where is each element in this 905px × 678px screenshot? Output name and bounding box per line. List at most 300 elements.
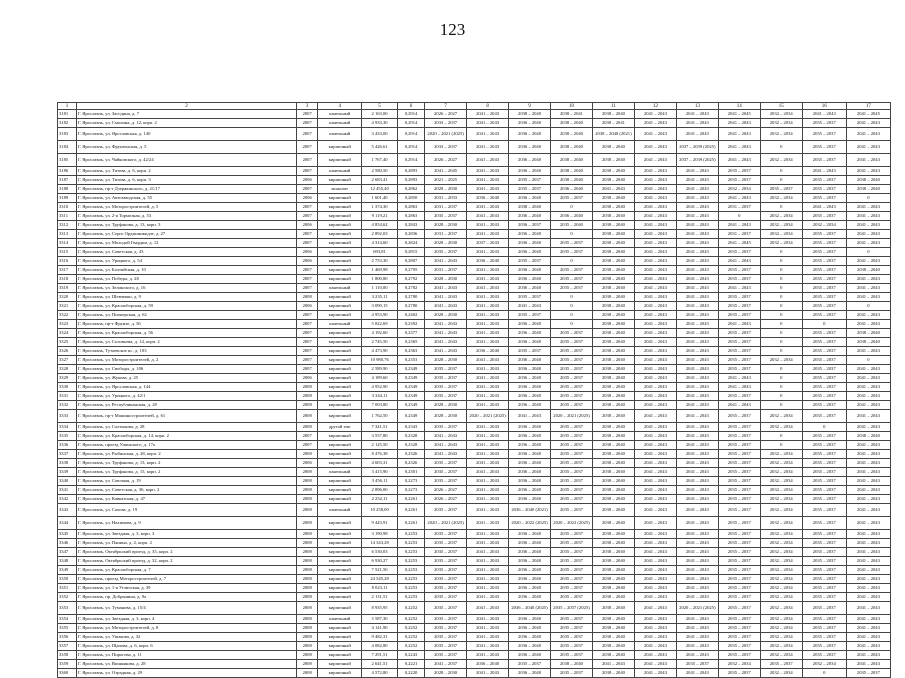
register-table [57, 102, 891, 678]
table-cell-col-1: 3313 [58, 230, 77, 239]
table-cell-col-2: Г. Ярославль, ул. Советская, д. 36, корп. 2 [76, 486, 296, 495]
table-cell-col-12: 2041 – 2043 [634, 441, 676, 450]
table-cell-col-13: 2041 – 2043 [676, 302, 718, 311]
table-row [58, 110, 891, 119]
table-cell-col-12: 2041 – 2043 [634, 302, 676, 311]
table-cell-col-4: панельный [318, 167, 362, 176]
table-cell-col-2: Г. Ярославль, ул. Моторостроителей, д. 8 [76, 624, 296, 633]
table-cell-col-17: 2041 – 2043 [846, 320, 890, 329]
table-cell-col-11: 2038 – 2040 [592, 320, 634, 329]
table-cell-col-16: 0 [802, 669, 846, 678]
table-cell-col-12: 2041 – 2043 [634, 410, 676, 423]
table-cell-col-7: 2026 – 2027 [425, 486, 467, 495]
table-cell-col-15: 0 [760, 320, 802, 329]
table-cell-col-5: 3 090,15 [362, 302, 398, 311]
table-cell-col-6: 0,2328 [397, 441, 424, 450]
table-cell-col-5: 7 341,51 [362, 423, 398, 432]
table-cell-col-4: кирпичный [318, 602, 362, 615]
table-cell-col-3: 2006 [297, 257, 318, 266]
table-cell-col-5: 2 252,11 [362, 495, 398, 504]
table-cell-col-1: 3332 [58, 401, 77, 410]
table-row [58, 203, 891, 212]
table-cell-col-7: 2035 – 2037 [425, 392, 467, 401]
table-cell-col-17: 2041 – 2043 [846, 548, 890, 557]
table-cell-col-2: Г. Ярославль, ул. Нахимова, д. 9 [76, 517, 296, 530]
table-cell-col-4: кирпичный [318, 624, 362, 633]
table-cell-col-14: 2035 – 2037 [718, 410, 760, 423]
table-cell-col-7: 2041 – 2043 [425, 450, 467, 459]
table-cell-col-12: 2041 – 2043 [634, 557, 676, 566]
table-cell-col-6: 0,2863 [397, 212, 424, 221]
table-cell-col-11: 2038 – 2040 [592, 257, 634, 266]
table-cell-col-5: 2 131,51 [362, 593, 398, 602]
table-cell-col-7: 2041 – 2043 [425, 302, 467, 311]
table-row [58, 248, 891, 257]
table-cell-col-6: 0,2795 [397, 266, 424, 275]
table-cell-col-16: 2041 – 2043 [802, 203, 846, 212]
table-cell-col-3: 2008 [297, 660, 318, 669]
table-row [58, 311, 891, 320]
table-cell-col-11: 2038 – 2040 [592, 230, 634, 239]
table-cell-col-1: 3317 [58, 266, 77, 275]
column-header-8: 8 [467, 103, 509, 110]
table-cell-col-16: 2035 – 2037 [802, 374, 846, 383]
table-cell-col-13: 2041 – 2043 [676, 284, 718, 293]
table-cell-col-15: 0 [760, 284, 802, 293]
table-cell-col-11: 2038 – 2040 [592, 347, 634, 356]
table-cell-col-14: 2041 – 2045 [718, 110, 760, 119]
table-cell-col-15: 0 [760, 275, 802, 284]
table-cell-col-2: Г. Ярославль, ул. Победы, д. 28 [76, 275, 296, 284]
table-cell-col-17: 2041 – 2043 [846, 517, 890, 530]
table-cell-col-2: Г. Ярославль, ул. Труфанова, д. 13, корп. 2 [76, 459, 296, 468]
table-cell-col-16: 2035 – 2037 [802, 548, 846, 557]
table-cell-col-14: 2035 – 2037 [718, 517, 760, 530]
table-cell-col-2: Г. Ярославль, ул. Урицкого, д. 54 [76, 257, 296, 266]
table-cell-col-4: панельный [318, 320, 362, 329]
table-cell-col-11: 2038 – 2040 [592, 293, 634, 302]
table-cell-col-7: 2035 – 2037 [425, 365, 467, 374]
table-cell-col-14: 2035 – 2037 [718, 356, 760, 365]
table-cell-col-6: 0,2377 [397, 329, 424, 338]
table-cell-col-2: Г. Ярославль, пр-т Машиностроителей, д. 61 [76, 410, 296, 423]
table-cell-col-11: 2038 – 2040 [592, 530, 634, 539]
table-row [58, 154, 891, 167]
table-cell-col-9: 2036 – 2040 [509, 128, 551, 141]
table-cell-col-15: 0 [760, 383, 802, 392]
table-row [58, 320, 891, 329]
table-cell-col-10: 2038 – 2041 [551, 110, 593, 119]
table-cell-col-7: 2041 – 2043 [425, 338, 467, 347]
table-cell-col-2: Г. Ярославль, ул. Титова, д. 6, корп. 3 [76, 176, 296, 185]
table-cell-col-6: 0,2252 [397, 615, 424, 624]
table-cell-col-1: 3184 [58, 141, 77, 154]
table-cell-col-10: 2035 – 2037 [551, 575, 593, 584]
table-cell-col-6: 0,2253 [397, 593, 424, 602]
table-cell-col-17: 2038 – 2040 [846, 176, 890, 185]
table-cell-col-13: 2041 – 2043 [676, 468, 718, 477]
table-cell-col-11: 2038 – 2040 [592, 212, 634, 221]
column-header-2: 2 [76, 103, 296, 110]
table-cell-col-7: 2035 – 2037 [425, 477, 467, 486]
table-row [58, 450, 891, 459]
table-cell-col-14: 2035 – 2037 [718, 642, 760, 651]
table-row [58, 575, 891, 584]
table-cell-col-17: 2035 – 2037 [846, 669, 890, 678]
table-cell-col-5: 3 235,11 [362, 293, 398, 302]
table-cell-col-3: 2006 [297, 248, 318, 257]
table-cell-col-5: 2 589,90 [362, 365, 398, 374]
table-cell-col-15: 2032 – 2034 [760, 154, 802, 167]
table-cell-col-16: 2035 – 2037 [802, 185, 846, 194]
table-cell-col-2: Г. Ярославль, ул. Красноборская, д. 14, корп. 2 [76, 432, 296, 441]
table-cell-col-16: 2035 – 2037 [802, 212, 846, 221]
register-table-container [57, 102, 891, 675]
table-cell-col-8: 2041 – 2043 [467, 486, 509, 495]
column-header-5: 5 [362, 103, 398, 110]
column-header-10: 10 [551, 103, 593, 110]
table-cell-col-8: 2041 – 2043 [467, 504, 509, 517]
table-cell-col-12: 2041 – 2043 [634, 539, 676, 548]
table-cell-col-16: 2035 – 2037 [802, 347, 846, 356]
table-cell-col-3: 2008 [297, 410, 318, 423]
table-cell-col-3: 2006 [297, 176, 318, 185]
table-cell-col-9: 2036 – 2037 [509, 221, 551, 230]
table-cell-col-11: 2041 – 2043 [592, 185, 634, 194]
table-cell-col-5: 4 933,30 [362, 119, 398, 128]
table-cell-col-4: кирпичный [318, 441, 362, 450]
table-cell-col-4: кирпичный [318, 548, 362, 557]
table-cell-col-14: 2041 – 2043 [718, 141, 760, 154]
table-cell-col-15: 0 [760, 176, 802, 185]
table-cell-col-12: 2041 – 2043 [634, 459, 676, 468]
table-cell-col-10: 2035 – 2037 [551, 651, 593, 660]
table-cell-col-4: панельный [318, 110, 362, 119]
table-cell-col-12: 2041 – 2043 [634, 275, 676, 284]
table-cell-col-4: кирпичный [318, 275, 362, 284]
table-cell-col-4: кирпичный [318, 530, 362, 539]
table-cell-col-15: 2032 – 2034 [760, 602, 802, 615]
table-cell-col-10: 0 [551, 293, 593, 302]
table-cell-col-17: 2041 – 2043 [846, 584, 890, 593]
table-cell-col-11: 2038 – 2040 [592, 633, 634, 642]
table-cell-col-12: 2041 – 2043 [634, 624, 676, 633]
table-cell-col-13: 2041 – 2043 [676, 624, 718, 633]
table-cell-col-7: 2033 – 2037 [425, 119, 467, 128]
table-cell-col-10: 2035 – 2037 [551, 495, 593, 504]
table-cell-col-8: 2041 – 2043 [467, 459, 509, 468]
table-cell-col-14: 2032 – 2034 [718, 660, 760, 669]
table-cell-col-14: 2035 – 2037 [718, 248, 760, 257]
table-cell-col-4: кирпичный [318, 517, 362, 530]
table-cell-col-9: 2036 – 2040 [509, 154, 551, 167]
table-cell-col-16: 2035 – 2037 [802, 432, 846, 441]
table-cell-col-6: 0,2349 [397, 365, 424, 374]
table-cell-col-3: 2007 [297, 167, 318, 176]
table-cell-col-5: 7 521,50 [362, 566, 398, 575]
table-cell-col-6: 0,2807 [397, 257, 424, 266]
table-cell-col-16: 2035 – 2037 [802, 141, 846, 154]
table-cell-col-9: 2035 – 2037 [509, 311, 551, 320]
table-cell-col-11: 2038 – 2040 [592, 548, 634, 557]
table-cell-col-4: кирпичный [318, 248, 362, 257]
table-cell-col-1: 3331 [58, 392, 77, 401]
table-cell-col-13: 2041 – 2043 [676, 459, 718, 468]
table-cell-col-10: 0 [551, 257, 593, 266]
table-cell-col-11: 2038 – 2040 [592, 593, 634, 602]
table-cell-col-5: 9 119,21 [362, 212, 398, 221]
table-cell-col-2: Г. Ярославль, ул. Ярославская, д. 144 [76, 383, 296, 392]
table-row [58, 401, 891, 410]
table-cell-col-4: кирпичный [318, 221, 362, 230]
table-cell-col-3: 2006 [297, 459, 318, 468]
table-cell-col-13: 2041 – 2043 [676, 517, 718, 530]
table-row [58, 459, 891, 468]
table-cell-col-12: 2041 – 2043 [634, 633, 676, 642]
table-cell-col-11: 2038 – 2040 [592, 194, 634, 203]
table-cell-col-3: 2008 [297, 633, 318, 642]
table-cell-col-8: 2041 – 2043 [467, 593, 509, 602]
table-cell-col-3: 2008 [297, 539, 318, 548]
table-cell-col-2: Г. Ярославль, ул. Труфанова, д. 13, корп. 3 [76, 221, 296, 230]
table-row [58, 275, 891, 284]
table-cell-col-7: 2028 – 2030 [425, 669, 467, 678]
table-cell-col-2: Г. Ярославль, Октябрьский проезд, д. 35, корп. 2 [76, 548, 296, 557]
table-cell-col-10: 2035 – 2037 [551, 275, 593, 284]
table-cell-col-14: 2035 – 2037 [718, 486, 760, 495]
table-cell-col-3: 2008 [297, 548, 318, 557]
table-cell-col-3: 2008 [297, 593, 318, 602]
table-row [58, 602, 891, 615]
table-cell-col-8: 2041 – 2043 [467, 221, 509, 230]
table-cell-col-14: 2035 – 2037 [718, 365, 760, 374]
table-cell-col-1: 3329 [58, 374, 77, 383]
table-cell-col-10: 2035 – 2037 [551, 633, 593, 642]
table-cell-col-16: 2035 – 2037 [802, 450, 846, 459]
table-cell-col-9: 2036 – 2040 [509, 441, 551, 450]
table-header [58, 103, 891, 110]
table-cell-col-17: 2041 – 2043 [846, 293, 890, 302]
table-cell-col-15: 0 [760, 441, 802, 450]
table-cell-col-5: 3 344,11 [362, 392, 398, 401]
column-header-14: 14 [718, 103, 760, 110]
table-cell-col-5: 4 141,90 [362, 624, 398, 633]
table-cell-col-11: 2038 – 2040 [592, 669, 634, 678]
table-cell-col-7: 2035 – 2037 [425, 374, 467, 383]
table-cell-col-5: 3 190,98 [362, 530, 398, 539]
table-cell-col-16: 2035 – 2037 [802, 504, 846, 517]
table-cell-col-6: 0,2273 [397, 486, 424, 495]
table-cell-col-9: 2036 – 2040 [509, 575, 551, 584]
table-cell-col-1: 3342 [58, 495, 77, 504]
table-cell-col-6: 0,2243 [397, 651, 424, 660]
table-cell-col-2: Г. Ярославль, ул. 1-я Угличская, д. 39 [76, 584, 296, 593]
table-cell-col-13: 2041 – 2043 [676, 530, 718, 539]
table-row [58, 410, 891, 423]
table-cell-col-15: 0 [760, 329, 802, 338]
table-cell-col-7: 2035 – 2037 [425, 557, 467, 566]
table-cell-col-5: 10 980,76 [362, 356, 398, 365]
table-row [58, 651, 891, 660]
table-cell-col-11: 2038 – 2040 [592, 504, 634, 517]
table-cell-col-11: 2038 – 2040 [592, 383, 634, 392]
table-row [58, 338, 891, 347]
table-cell-col-4: кирпичный [318, 642, 362, 651]
table-cell-col-1: 3360 [58, 669, 77, 678]
table-row [58, 642, 891, 651]
table-cell-col-12: 2041 – 2043 [634, 212, 676, 221]
table-cell-col-5: 1 374,30 [362, 203, 398, 212]
table-cell-col-5: 2 125,50 [362, 441, 398, 450]
table-cell-col-10: 2035 – 2037 [551, 347, 593, 356]
table-cell-col-10: 0 [551, 302, 593, 311]
table-cell-col-13: 2041 – 2043 [676, 221, 718, 230]
table-cell-col-6: 0,2893 [397, 176, 424, 185]
table-cell-col-5: 1 800,80 [362, 275, 398, 284]
table-cell-col-4: кирпичный [318, 432, 362, 441]
column-header-15: 15 [760, 103, 802, 110]
table-cell-col-3: 2008 [297, 401, 318, 410]
table-cell-col-2: Г. Ярославль, ул. Жукова, д. 25 [76, 374, 296, 383]
table-cell-col-9: 2036 – 2040 [509, 539, 551, 548]
table-cell-col-9: 2036 – 2040 [509, 248, 551, 257]
table-cell-col-1: 3351 [58, 584, 77, 593]
table-cell-col-8: 2041 – 2043 [467, 212, 509, 221]
table-cell-col-5: 24 545,28 [362, 575, 398, 584]
table-cell-col-11: 2038 – 2040 [592, 624, 634, 633]
table-cell-col-1: 3333 [58, 410, 77, 423]
table-cell-col-15: 0 [760, 338, 802, 347]
table-cell-col-13: 2041 – 2043 [676, 185, 718, 194]
table-cell-col-8: 2041 – 2043 [467, 185, 509, 194]
table-cell-col-10: 2035 – 2037 [551, 365, 593, 374]
table-cell-col-15: 2032 – 2034 [760, 669, 802, 678]
table-cell-col-13: 2041 – 2043 [676, 557, 718, 566]
table-cell-col-12: 2041 – 2043 [634, 110, 676, 119]
table-cell-col-5: 2 896,00 [362, 486, 398, 495]
table-cell-col-8: 2041 – 2043 [467, 383, 509, 392]
table-cell-col-14: 2035 – 2037 [718, 530, 760, 539]
column-header-3: 3 [297, 103, 318, 110]
table-cell-col-1: 3316 [58, 257, 77, 266]
table-cell-col-15: 2032 – 2034 [760, 119, 802, 128]
table-cell-col-11: 2038 – 2040 [592, 566, 634, 575]
table-cell-col-3: 2008 [297, 566, 318, 575]
table-cell-col-3: 2008 [297, 392, 318, 401]
column-header-13: 13 [676, 103, 718, 110]
table-cell-col-9: 2036 – 2040 [509, 320, 551, 329]
table-cell-col-16: 2035 – 2037 [802, 248, 846, 257]
table-cell-col-16: 2035 – 2037 [802, 338, 846, 347]
table-cell-col-5: 2 641,51 [362, 660, 398, 669]
table-cell-col-7: 2041 – 2045 [425, 167, 467, 176]
table-cell-col-7: 2035 – 2037 [425, 615, 467, 624]
table-cell-col-6: 0,2782 [397, 284, 424, 293]
table-cell-col-4: монолит [318, 185, 362, 194]
table-cell-col-14: 2035 – 2037 [718, 293, 760, 302]
table-cell-col-14: 2041 – 2043 [718, 221, 760, 230]
table-cell-col-6: 0,2253 [397, 530, 424, 539]
table-cell-col-7: 2035 – 2037 [425, 504, 467, 517]
table-cell-col-9: 2036 – 2040 [509, 401, 551, 410]
table-cell-col-6: 0,2349 [397, 383, 424, 392]
table-cell-col-15: 0 [760, 392, 802, 401]
table-cell-col-7: 2028 – 2030 [425, 221, 467, 230]
table-cell-col-3: 2008 [297, 495, 318, 504]
table-cell-col-3: 2007 [297, 338, 318, 347]
table-cell-col-6: 0,2780 [397, 293, 424, 302]
table-cell-col-6: 0,2221 [397, 660, 424, 669]
table-cell-col-8: 2041 – 2043 [467, 275, 509, 284]
table-cell-col-3: 2008 [297, 468, 318, 477]
table-cell-col-14: 2035 – 2037 [718, 557, 760, 566]
table-cell-col-8: 2041 – 2043 [467, 401, 509, 410]
table-cell-col-17: 2041 – 2043 [846, 566, 890, 575]
table-cell-col-15: 2032 – 2034 [760, 423, 802, 432]
table-cell-col-10: 2035 – 2037 [551, 383, 593, 392]
table-cell-col-13: 2035 – 2037 [676, 660, 718, 669]
table-cell-col-7: 2035 – 2037 [425, 651, 467, 660]
table-cell-col-1: 3186 [58, 167, 77, 176]
table-cell-col-15: 2032 – 2034 [760, 517, 802, 530]
table-cell-col-14: 2035 – 2037 [718, 392, 760, 401]
table-cell-col-11: 2038 – 2040 [592, 602, 634, 615]
table-cell-col-8: 2041 – 2043 [467, 119, 509, 128]
table-cell-col-6: 0,2253 [397, 575, 424, 584]
table-cell-col-4: кирпичный [318, 486, 362, 495]
table-cell-col-14: 2032 – 2034 [718, 185, 760, 194]
table-cell-col-9: 2036 – 2040 [509, 530, 551, 539]
table-cell-col-12: 2041 – 2043 [634, 257, 676, 266]
table-cell-col-4: кирпичный [318, 176, 362, 185]
table-cell-col-5: 4 192,60 [362, 329, 398, 338]
table-cell-col-11: 2038 – 2040 [592, 450, 634, 459]
table-cell-col-17: 2041 – 2043 [846, 239, 890, 248]
table-cell-col-3: 2007 [297, 239, 318, 248]
table-cell-col-2: Г. Ярославль, ул. Молодой Гвардии, д. 12 [76, 239, 296, 248]
table-cell-col-10: 2035 – 2037 [551, 248, 593, 257]
table-cell-col-5: 2 892,03 [362, 230, 398, 239]
table-cell-col-12: 2041 – 2043 [634, 128, 676, 141]
table-row [58, 383, 891, 392]
table-cell-col-4: кирпичный [318, 230, 362, 239]
table-cell-col-7: 2035 – 2037 [425, 212, 467, 221]
table-cell-col-9: 2038 – 2040 [509, 110, 551, 119]
table-cell-col-7: 2041 – 2043 [425, 432, 467, 441]
table-cell-col-17: 2041 – 2043 [846, 221, 890, 230]
table-cell-col-16: 2035 – 2037 [802, 239, 846, 248]
table-cell-col-4: кирпичный [318, 203, 362, 212]
table-cell-col-6: 0,2780 [397, 302, 424, 311]
table-cell-col-13: 2041 – 2043 [676, 450, 718, 459]
table-cell-col-12: 2041 – 2043 [634, 642, 676, 651]
table-cell-col-8: 2041 – 2043 [467, 495, 509, 504]
table-cell-col-6: 0,2252 [397, 602, 424, 615]
table-cell-col-15: 0 [760, 365, 802, 374]
table-cell-col-1: 3189 [58, 194, 77, 203]
table-cell-col-1: 3326 [58, 347, 77, 356]
table-cell-col-16: 2035 – 2037 [802, 495, 846, 504]
table-cell-col-17: 2041 – 2043 [846, 575, 890, 584]
table-cell-col-12: 2041 – 2043 [634, 584, 676, 593]
table-cell-col-6: 0,2253 [397, 548, 424, 557]
table-cell-col-3: 2008 [297, 624, 318, 633]
table-cell-col-8: 2041 – 2043 [467, 624, 509, 633]
table-cell-col-14: 2041 – 2043 [718, 154, 760, 167]
table-cell-col-2: Г. Ярославль, ул. Рыбинская, д. 28, корп. 2 [76, 450, 296, 459]
table-cell-col-10: 0 [551, 230, 593, 239]
table-cell-col-5: 6 930,27 [362, 557, 398, 566]
